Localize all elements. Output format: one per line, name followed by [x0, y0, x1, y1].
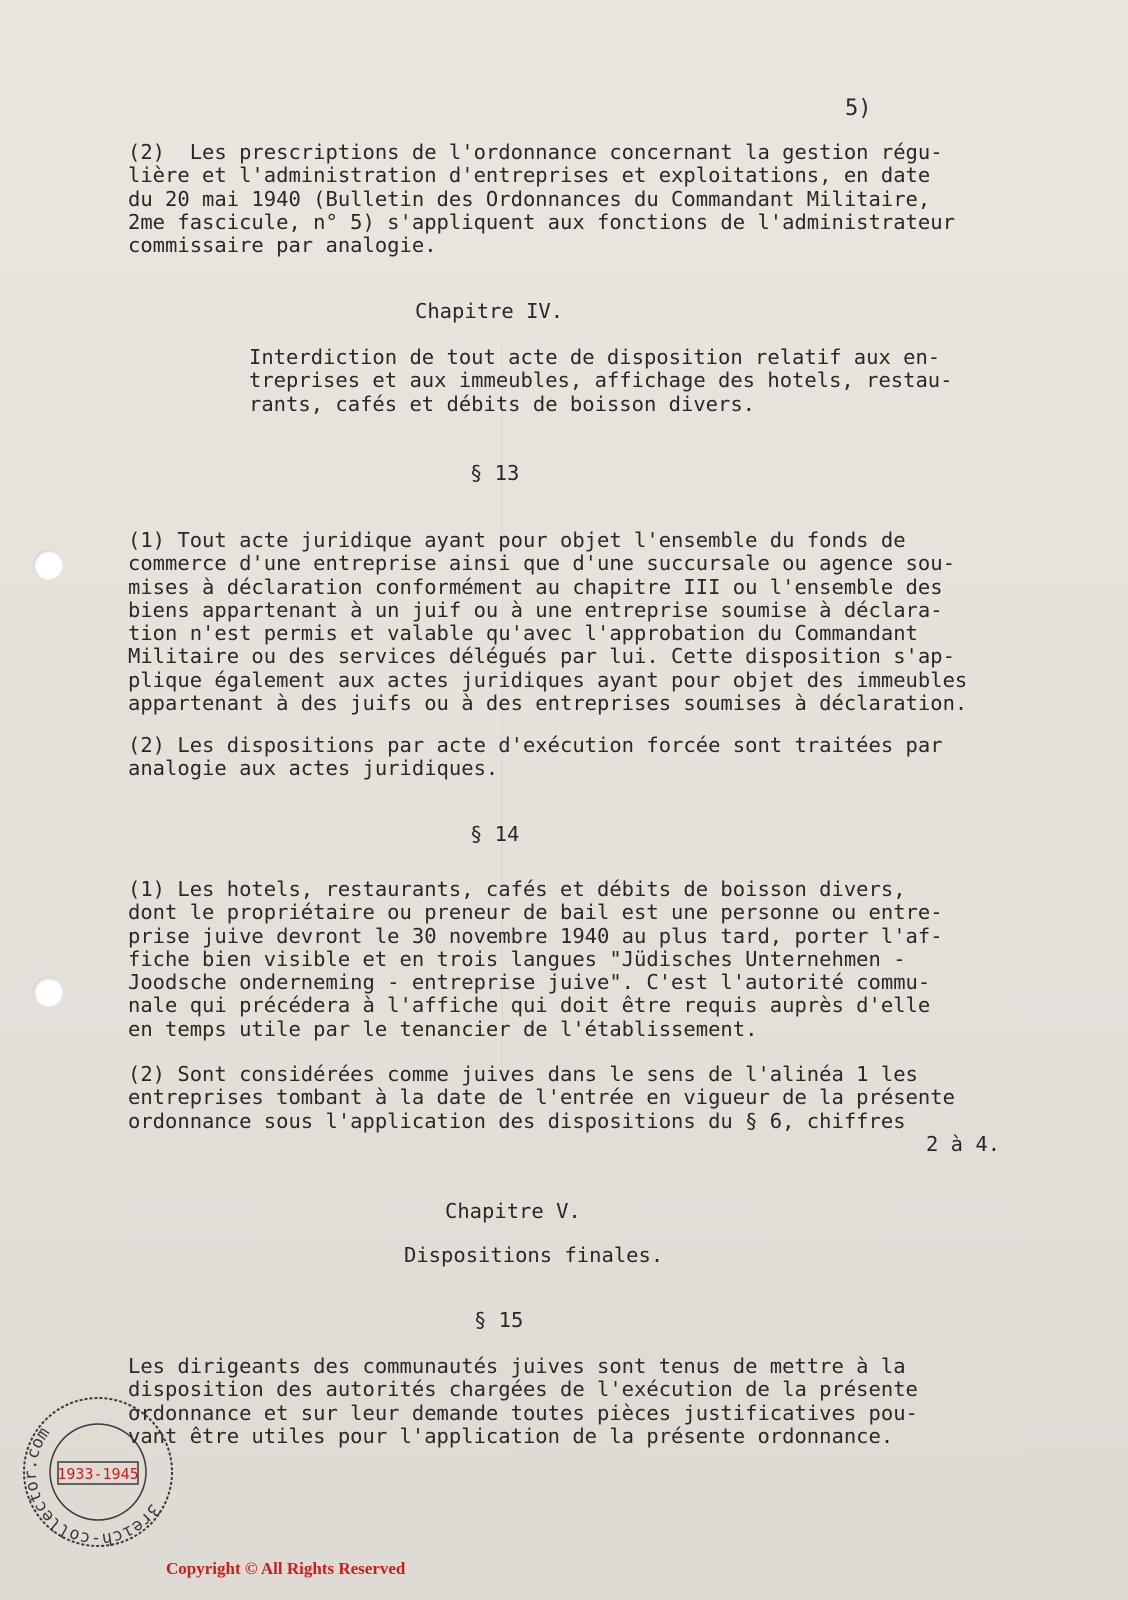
paragraph-13-2: (2) Les dispositions par acte d'exécution forcée sont traitées par analogie aux actes juridiques. — [128, 733, 943, 781]
paragraph-15: Les dirigeants des communautés juives sont tenus de mettre à la disposition des autorités chargées de l'exécution de la présente ordonnance et sur leur demande toutes pièces justificatives pou- vant être utiles pour l'application de la présente ordonnance. — [128, 1354, 918, 1448]
paragraph-14-1: (1) Les hotels, restaurants, cafés et débits de boisson divers, dont le propriétaire ou preneur de bail est une personne ou entre- prise juive devront le 30 novembre 1940 au plus tard, porter l'af- fiche bien visible et en trois langues "Jüdisches Unternehmen - Joodsche onderneming - entreprise juive". C'est l'autorité commu- nale qui précédera à l'affiche qui doit être requis auprès d'elle en temps utile par le tenancier de l'établissement. — [128, 877, 943, 1041]
chapter-4-heading: Interdiction de tout acte de disposition relatif aux en- treprises et aux immeubles, affichage des hotels, restau- rants, cafés et débits de boisson divers. — [249, 345, 953, 416]
chapter-4-title: Chapitre IV. — [415, 299, 564, 323]
page-number: 5) — [845, 96, 872, 121]
section-14-heading: § 14 — [470, 822, 520, 846]
punch-hole-bottom — [33, 977, 63, 1007]
collector-stamp — [18, 1392, 178, 1552]
chapter-5-title: Chapitre V. — [445, 1199, 581, 1223]
punch-hole-top — [33, 550, 63, 580]
paragraph-13-1: (1) Tout acte juridique ayant pour objet l'ensemble du fonds de commerce d'une entreprise ainsi que d'une succursale ou agence sou- mises à déclaration conformément au chapitre III ou l'ensemble des biens appartenant à un juif ou à une entreprise soumise à déclara- tion n'est permis et valable qu'avec l'approbation du Commandant Militaire ou des services délégués par lui. Cette disposition s'ap- plique également aux actes juridiques ayant pour objet des immeubles appartenant à des juifs ou à des entreprises soumises à déclaration. — [128, 528, 968, 716]
paragraph-12-2: (2) Les prescriptions de l'ordonnance concernant la gestion régu- lière et l'administration d'entreprises et exploitations, en date du 20 mai 1940 (Bulletin des Ordonnances du Commandant Militaire, 2me fascicule, n° 5) s'appliquent aux fonctions de l'administrateur commissaire par analogie. — [128, 140, 955, 258]
copyright-notice: Copyright © All Rights Reserved — [166, 1559, 406, 1578]
section-15-heading: § 15 — [474, 1308, 524, 1332]
chapter-5-heading: Dispositions finales. — [404, 1243, 664, 1267]
paragraph-14-2-end: 2 à 4. — [926, 1132, 1001, 1156]
paragraph-14-2: (2) Sont considérées comme juives dans le sens de l'alinéa 1 les entreprises tombant à la date de l'entrée en vigueur de la présente ordonnance sous l'application des dispositions du § 6, chiffres — [128, 1062, 955, 1133]
stamp-years: 1933-1945 — [57, 1465, 139, 1483]
section-13-heading: § 13 — [470, 461, 520, 485]
stamp-text: 3reich-collector.com — [20, 1423, 165, 1550]
svg-text:3reich-collector.com — [18, 1423, 171, 1552]
